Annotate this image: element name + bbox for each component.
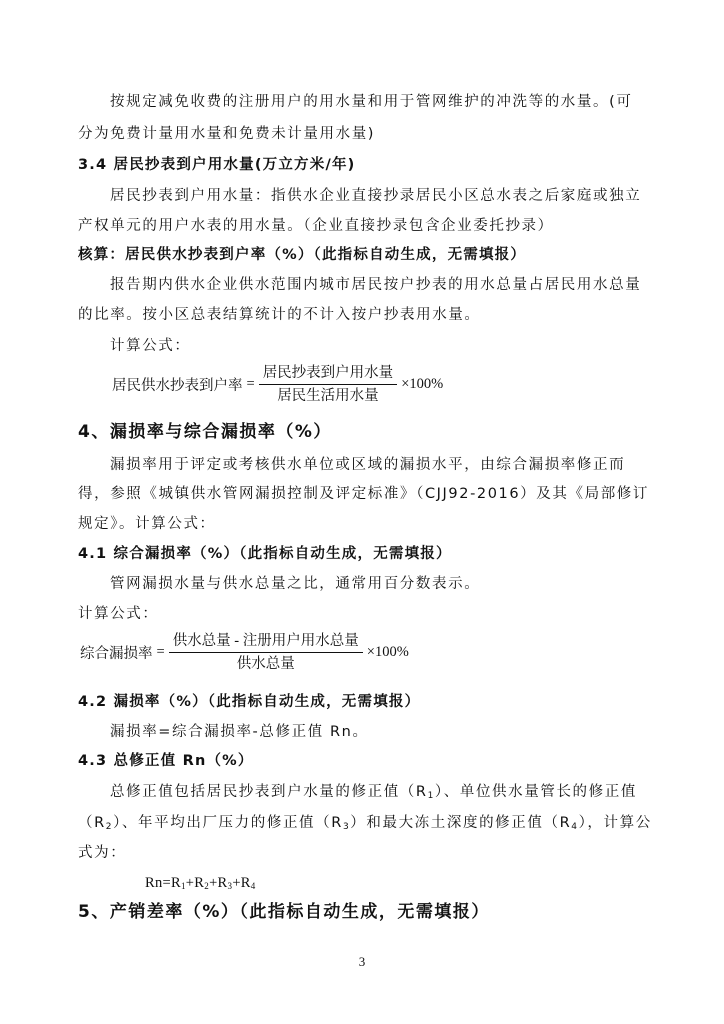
text-run: +R [185, 875, 205, 891]
formula-comprehensive-leakage-rate [80, 632, 409, 673]
section-heading-4-3: 4.3 总修正值 Rn（%） [78, 753, 254, 769]
paragraph-line: 居民抄表到户用水量：指供水企业直接抄录居民小区总水表之后家庭或独立 [110, 188, 642, 204]
paragraph-line: 分为免费计量用水量和免费未计量用水量) [78, 126, 376, 142]
text-run: ）和最大冻土深度的修正值（R [350, 815, 572, 831]
formula-numerator: 供水总量 - 注册用户用水总量 [169, 632, 363, 653]
subscript: 1 [180, 881, 186, 891]
page-number: 3 [358, 954, 366, 969]
paragraph-line: 得，参照《城镇供水管网漏损控制及评定标准》（CJJ92-2016）及其《局部修订 [78, 486, 650, 502]
subscript: 3 [342, 822, 351, 832]
formula-multiplier: ×100% [366, 644, 409, 660]
subscript: 4 [571, 822, 579, 832]
formula-lhs: 综合漏损率 [80, 646, 153, 662]
section-heading-4-2: 4.2 漏损率（%）（此指标自动生成，无需填报） [78, 694, 421, 710]
paragraph-line: 的比率。按小区总表结算统计的不计入按户抄表用水量。 [78, 307, 481, 323]
formula-lhs: 居民供水抄表到户率 [112, 378, 243, 394]
calc-formula-label: 计算公式： [110, 338, 191, 354]
paragraph-line: 规定》。计算公式： [78, 516, 216, 532]
paragraph-line: 漏损率=综合漏损率-总修正值 Rn。 [110, 724, 369, 740]
subscript: 3 [227, 881, 233, 891]
formula-numerator: 居民抄表到户用水量 [259, 364, 398, 385]
subscript: 2 [204, 881, 210, 891]
paragraph-line: 按规定减免收费的注册用户的用水量和用于管网维护的冲洗等的水量。(可 [110, 94, 633, 110]
formula-denominator: 供水总量 [236, 656, 295, 672]
text-run: +R [232, 875, 251, 891]
section-heading-check: 核算：居民供水抄表到户率（%）（此指标自动生成，无需填报） [78, 247, 527, 263]
paragraph-line [110, 782, 637, 806]
text-run: ）、年平均出厂压力的修正值（R [113, 815, 343, 831]
formula-denominator: 居民生活用水量 [277, 388, 379, 404]
subscript: 2 [105, 822, 114, 832]
text-run: Rn=R [145, 875, 181, 891]
section-heading-4-1: 4.1 综合漏损率（%）（此指标自动生成，无需填报） [78, 546, 452, 562]
formula-multiplier: ×100% [401, 376, 444, 392]
subscript: 1 [427, 791, 435, 801]
paragraph-line: 报告期内供水企业供水范围内城市居民按户抄表的用水总量占居民用水总量 [110, 277, 642, 293]
paragraph-line: 漏损率用于评定或考核供水单位或区域的漏损水平，由综合漏损率修正而 [110, 457, 626, 473]
subscript: 4 [250, 881, 256, 891]
formula-household-metering-rate [112, 364, 443, 405]
formula-equals: = [246, 376, 255, 392]
paragraph-line: 产权单元的用户水表的用水量。（企业直接抄录包含企业委托抄录） [78, 218, 554, 234]
paragraph-line: 式为： [78, 845, 127, 861]
text-run: ），计算公 [578, 815, 652, 831]
paragraph-line: 管网漏损水量与供水总量之比，通常用百分数表示。 [110, 576, 481, 592]
text-run: 总修正值包括居民抄表到户水量的修正值（R [110, 784, 428, 800]
text-run: （R [78, 815, 106, 831]
section-heading-4: 4、漏损率与综合漏损率（%） [78, 422, 332, 442]
section-heading-5: 5、产销差率（%）（此指标自动生成，无需填报） [78, 902, 490, 922]
calc-formula-label: 计算公式： [78, 606, 159, 622]
text-run: ）、单位供水量管长的修正值 [434, 784, 637, 800]
formula-fraction [169, 632, 363, 673]
text-run: +R [209, 875, 228, 891]
formula-fraction [259, 364, 398, 405]
formula-total-correction [145, 873, 256, 896]
section-heading-3-4: 3.4 居民抄表到户用水量(万立方米/年) [78, 157, 356, 173]
formula-equals: = [156, 644, 165, 660]
paragraph-line [78, 813, 652, 837]
